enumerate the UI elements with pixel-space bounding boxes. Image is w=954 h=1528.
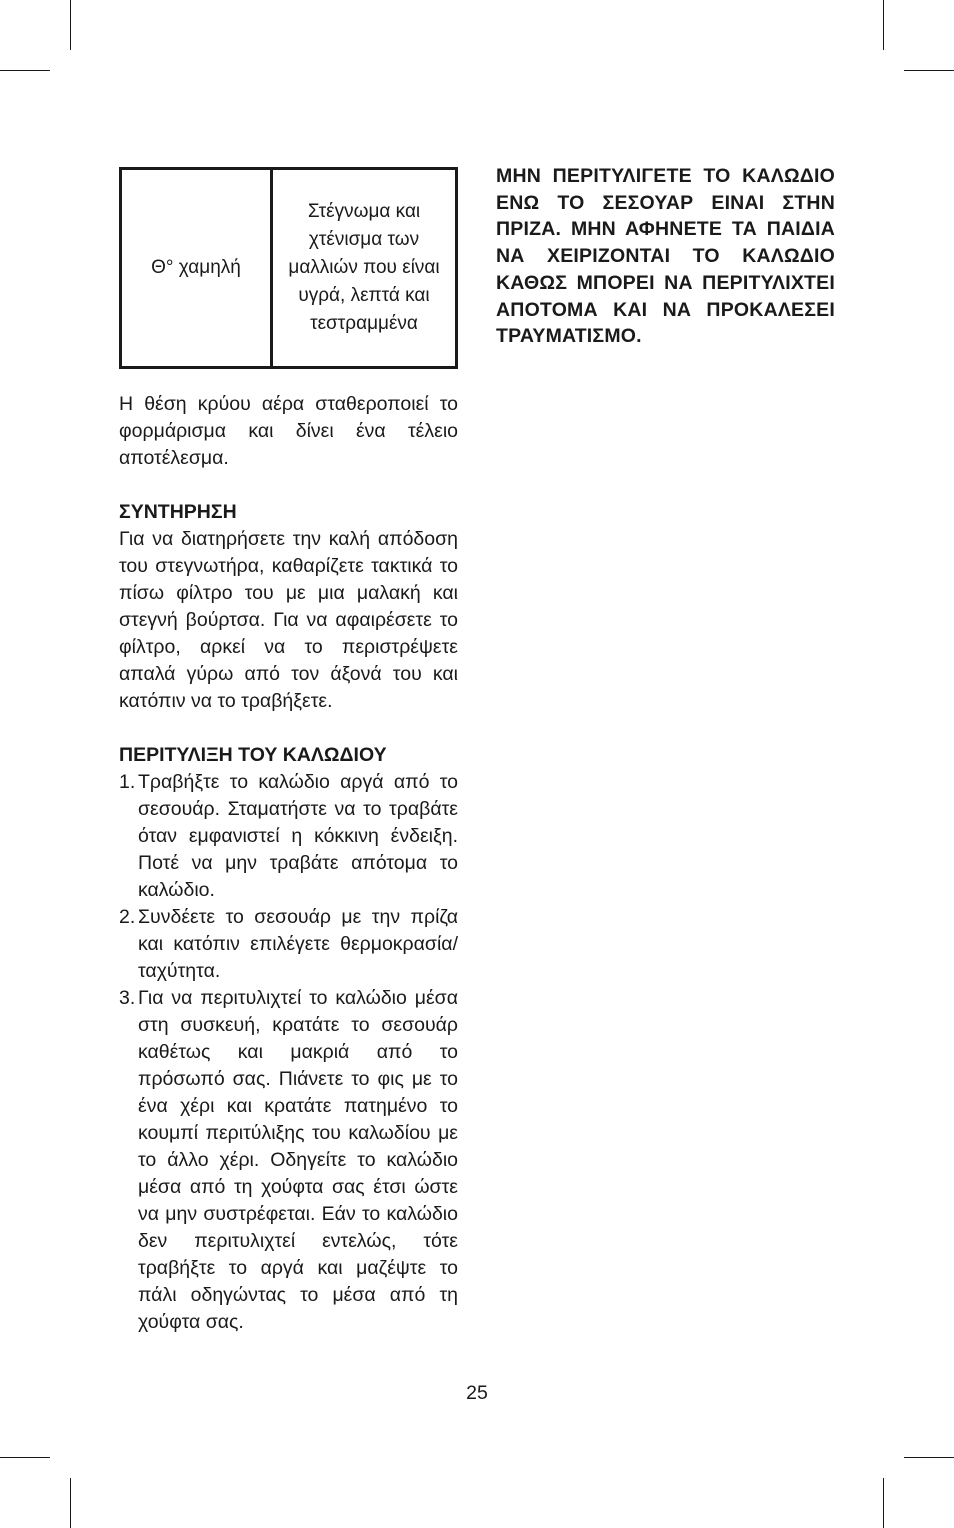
crop-mark-top-left-horizontal xyxy=(0,70,50,71)
cord-winding-heading: ΠΕΡΙΤΥΛΙΞΗ ΤΟΥ ΚΑΛΩΔΙΟΥ xyxy=(119,744,387,766)
mode-table xyxy=(119,167,458,369)
crop-mark-bottom-right-horizontal xyxy=(904,1457,954,1458)
safety-warning: ΜΗΝ ΠΕΡΙΤΥΛΙΓΕΤΕ ΤΟ ΚΑΛΩΔΙΟ ΕΝΩ ΤΟ ΣΕΣΟΥΑΡ ΕΙΝΑΙ ΣΤΗΝ ΠΡΙΖΑ. ΜΗΝ ΑΦΗΝΕΤΕ ΤΑ ΠΑΙΔΙΑ ΝΑ ΧΕΙΡΙΖΟΝΤΑΙ ΤΟ ΚΑΛΩΔΙΟ ΚΑΘΩΣ ΜΠΟΡΕΙ ΝΑ ΠΕΡΙΤΥΛΙΧΤΕΙ ΑΠΟΤΟΜΑ ΚΑΙ ΝΑ ΠΡΟΚΑΛΕΣΕΙ ΤΡΑΥΜΑΤΙΣΜΟ. xyxy=(496,165,835,348)
crop-mark-top-right-horizontal xyxy=(904,70,954,71)
step-number: 3. xyxy=(119,987,136,1009)
right-column xyxy=(496,163,835,350)
cord-winding-steps xyxy=(119,769,458,1336)
table-row xyxy=(121,169,457,368)
step-text: Συνδέετε το σεσουάρ με την πρίζα και κατόπιν επιλέγετε θερμοκρασία/ταχύτητα. xyxy=(138,906,458,982)
list-item xyxy=(119,985,458,1336)
mode-description-cell: Στέγνωμα και χτένισμα των μαλλιών που είναι υγρά, λεπτά και τεστραμμένα xyxy=(272,169,457,368)
crop-mark-bottom-left-vertical xyxy=(70,1478,71,1528)
left-column xyxy=(119,167,458,1336)
crop-mark-bottom-left-horizontal xyxy=(0,1457,50,1458)
step-number: 2. xyxy=(119,906,136,928)
crop-mark-top-left-vertical xyxy=(70,0,71,50)
step-number: 1. xyxy=(119,771,136,793)
crop-mark-top-right-vertical xyxy=(883,0,884,50)
crop-mark-bottom-right-vertical xyxy=(883,1478,884,1528)
step-text: Τραβήξτε το καλώδιο αργά από το σεσουάρ. Σταματήστε να το τραβάτε όταν εμφανιστεί η κόκκινη ένδειξη. Ποτέ να μην τραβάτε απότομα το καλώδιο. xyxy=(138,771,458,901)
maintenance-text: Για να διατηρήσετε την καλή απόδοση του στεγνωτήρα, καθαρίζετε τακτικά το πίσω φίλτρο του με μια μαλακή και στεγνή βούρτσα. Για να αφαιρέσετε το φίλτρο, αρκεί να το περιστρέψετε απαλά γύρω από τον άξονά του και κατόπιν να το τραβήξετε. xyxy=(119,528,458,712)
mode-setting-cell: Θ° χαμηλή xyxy=(121,169,272,368)
page-number: 25 xyxy=(466,1382,488,1404)
step-text: Για να περιτυλιχτεί το καλώδιο μέσα στη συσκευή, κρατάτε το σεσουάρ καθέτως και μακριά από το πρόσωπό σας. Πιάνετε το φις με το ένα χέρι και κρατάτε πατημένο το κουμπί περιτύλιξης του καλωδίου με το άλλο χέρι. Οδηγείτε το καλώδιο μέσα από τη χούφτα σας έτσι ώστε να μην συστρέφεται. Εάν το καλώδιο δεν περιτυλιχτεί εντελώς, τότε τραβήξτε το αργά και μαζέψτε το πάλι οδηγώντας το μέσα από τη χούφτα σας. xyxy=(138,987,458,1333)
list-item xyxy=(119,904,458,985)
list-item xyxy=(119,769,458,904)
maintenance-heading: ΣΥΝΤΗΡΗΣΗ xyxy=(119,501,237,523)
cold-air-note: Η θέση κρύου αέρα σταθεροποιεί το φορμάρισμα και δίνει ένα τέλειο αποτέλεσμα. xyxy=(119,393,458,469)
